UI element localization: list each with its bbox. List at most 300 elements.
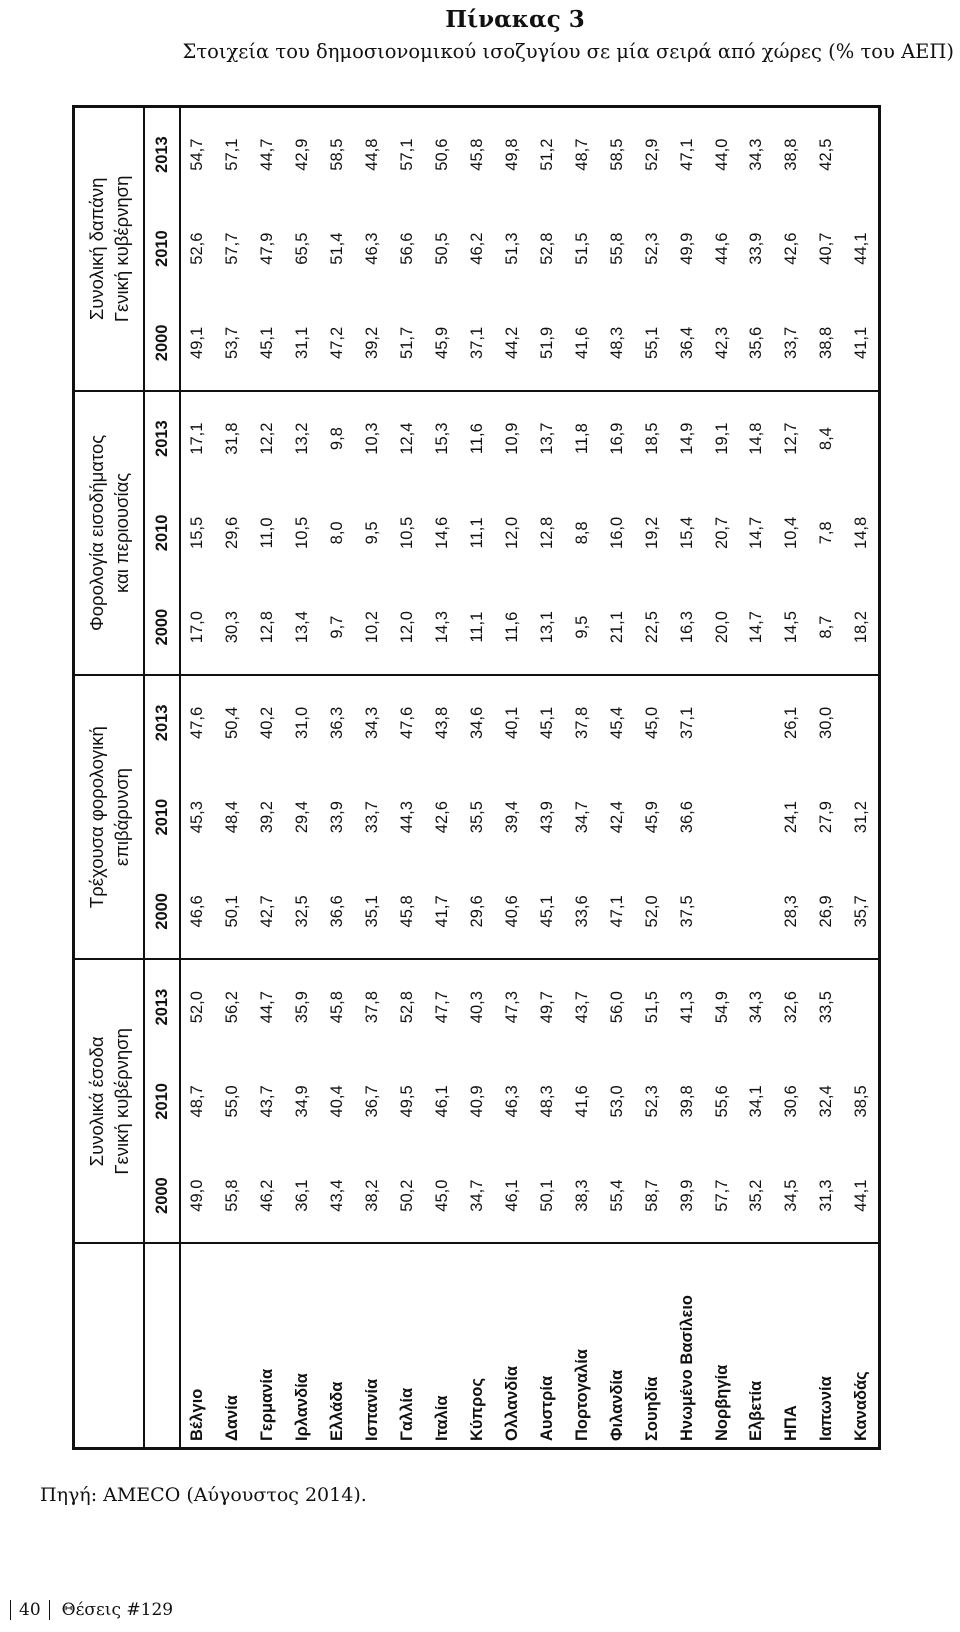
rotated-table-container xyxy=(72,105,881,1450)
value-cell: 34,9 xyxy=(292,1085,311,1118)
table-row xyxy=(670,107,705,1449)
value-cell: 11,1 xyxy=(467,517,486,549)
table-row xyxy=(320,107,355,1449)
country-cell: Γαλλία xyxy=(390,1244,425,1449)
year-header: 2013 xyxy=(144,107,180,202)
value-cell: 18,2 xyxy=(844,580,879,675)
value-cell: 38,3 xyxy=(572,1179,591,1212)
group-header: Συνολικά έσοδα Γενική κυβέρνηση xyxy=(86,1028,132,1175)
table-row xyxy=(565,107,600,1449)
value-cell: 11,1 xyxy=(460,580,495,675)
value-cell: 10,5 xyxy=(397,516,416,549)
value-cell: 56,2 xyxy=(222,991,241,1024)
value-cell: 47,1 xyxy=(600,865,635,960)
table-row xyxy=(355,107,390,1449)
value-cell xyxy=(705,675,740,770)
value-cell: 40,3 xyxy=(467,991,486,1024)
value-cell: 34,6 xyxy=(467,706,486,739)
table-row xyxy=(460,107,495,1449)
page-number: 40 xyxy=(10,1600,50,1620)
value-cell: 35,1 xyxy=(355,865,390,960)
value-cell: 12,0 xyxy=(390,580,425,675)
value-cell: 12,8 xyxy=(537,516,556,549)
year-header: 2013 xyxy=(144,391,180,486)
value-cell: 14,9 xyxy=(677,422,696,455)
value-cell: 41,6 xyxy=(572,1085,591,1118)
value-cell: 58,7 xyxy=(642,1179,661,1212)
value-cell: 37,1 xyxy=(677,706,696,739)
value-cell: 38,8 xyxy=(809,296,844,391)
value-cell: 44,8 xyxy=(362,138,381,171)
value-cell: 50,1 xyxy=(215,865,250,960)
value-cell: 40,1 xyxy=(502,706,521,739)
value-cell: 15,3 xyxy=(432,422,451,455)
value-cell: 47,6 xyxy=(397,706,416,739)
value-cell: 45,0 xyxy=(642,706,661,739)
value-cell: 36,6 xyxy=(320,865,355,960)
value-cell: 17,0 xyxy=(180,580,215,675)
value-cell: 42,9 xyxy=(292,138,311,171)
value-cell: 39,2 xyxy=(257,801,276,834)
table-row xyxy=(180,107,215,1449)
value-cell: 41,3 xyxy=(677,991,696,1024)
value-cell xyxy=(844,391,879,486)
value-cell: 39,2 xyxy=(355,296,390,391)
value-cell: 52,6 xyxy=(188,232,207,265)
value-cell: 49,1 xyxy=(180,296,215,391)
value-cell: 56,6 xyxy=(397,232,416,265)
value-cell: 52,3 xyxy=(642,232,661,265)
value-cell: 14,6 xyxy=(432,516,451,549)
value-cell: 52,3 xyxy=(642,1085,661,1118)
table-row xyxy=(390,107,425,1449)
value-cell: 31,0 xyxy=(292,706,311,739)
value-cell: 43,7 xyxy=(257,1085,276,1118)
value-cell: 14,8 xyxy=(747,422,766,455)
country-cell: Ισπανία xyxy=(355,1244,390,1449)
value-cell: 34,5 xyxy=(782,1179,801,1212)
country-cell: Ελβετία xyxy=(740,1244,775,1449)
country-cell: Ιαπωνία xyxy=(809,1244,844,1449)
value-cell: 33,5 xyxy=(817,991,836,1024)
value-cell: 20,7 xyxy=(712,516,731,549)
value-cell: 37,1 xyxy=(460,296,495,391)
value-cell: 44,0 xyxy=(712,138,731,171)
value-cell: 8,7 xyxy=(809,580,844,675)
value-cell: 45,8 xyxy=(327,991,346,1024)
value-cell: 44,3 xyxy=(397,801,416,834)
value-cell: 45,9 xyxy=(642,801,661,834)
value-cell: 45,4 xyxy=(607,706,626,739)
value-cell: 44,1 xyxy=(851,232,870,265)
table-row xyxy=(740,107,775,1449)
value-cell: 16,3 xyxy=(670,580,705,675)
table-row xyxy=(635,107,670,1449)
value-cell: 45,8 xyxy=(390,865,425,960)
value-cell: 55,8 xyxy=(222,1179,241,1212)
value-cell: 55,1 xyxy=(635,296,670,391)
value-cell: 41,7 xyxy=(425,865,460,960)
value-cell: 50,4 xyxy=(222,706,241,739)
table-row xyxy=(809,107,844,1449)
country-cell: Ιταλία xyxy=(425,1244,460,1449)
value-cell: 47,1 xyxy=(677,138,696,171)
value-cell xyxy=(844,107,879,202)
value-cell: 46,1 xyxy=(432,1085,451,1118)
value-cell: 33,6 xyxy=(565,865,600,960)
value-cell: 51,2 xyxy=(537,138,556,171)
value-cell: 14,7 xyxy=(747,516,766,549)
value-cell: 42,6 xyxy=(432,801,451,834)
value-cell: 49,8 xyxy=(502,138,521,171)
value-cell xyxy=(705,770,740,865)
value-cell: 46,1 xyxy=(502,1179,521,1212)
value-cell: 42,3 xyxy=(705,296,740,391)
value-cell: 38,8 xyxy=(782,138,801,171)
value-cell: 18,5 xyxy=(642,422,661,455)
value-cell: 56,0 xyxy=(607,991,626,1024)
value-cell: 47,2 xyxy=(320,296,355,391)
value-cell: 52,0 xyxy=(635,865,670,960)
value-cell: 34,3 xyxy=(747,991,766,1024)
value-cell: 34,7 xyxy=(467,1179,486,1212)
value-cell: 15,4 xyxy=(677,516,696,549)
value-cell: 10,9 xyxy=(502,422,521,455)
value-cell: 48,4 xyxy=(222,801,241,834)
value-cell: 52,0 xyxy=(188,991,207,1024)
value-cell: 13,2 xyxy=(292,422,311,455)
value-cell: 43,9 xyxy=(537,801,556,834)
value-cell: 11,6 xyxy=(495,580,530,675)
value-cell: 51,9 xyxy=(530,296,565,391)
year-header: 2010 xyxy=(144,770,180,865)
value-cell: 48,7 xyxy=(188,1085,207,1118)
value-cell: 10,2 xyxy=(355,580,390,675)
value-cell: 30,3 xyxy=(215,580,250,675)
value-cell: 54,9 xyxy=(712,991,731,1024)
value-cell: 8,4 xyxy=(817,427,836,451)
value-cell: 26,9 xyxy=(809,865,844,960)
value-cell: 14,5 xyxy=(774,580,809,675)
year-header: 2010 xyxy=(144,486,180,581)
value-cell: 58,5 xyxy=(327,138,346,171)
value-cell: 65,5 xyxy=(292,232,311,265)
value-cell: 9,7 xyxy=(320,580,355,675)
country-cell: Ιρλανδία xyxy=(285,1244,320,1449)
value-cell: 42,4 xyxy=(607,801,626,834)
value-cell: 51,7 xyxy=(390,296,425,391)
value-cell: 41,1 xyxy=(844,296,879,391)
fiscal-balance-table xyxy=(72,105,881,1450)
country-cell: Νορβηγία xyxy=(705,1244,740,1449)
year-header: 2010 xyxy=(144,1054,180,1149)
value-cell: 57,1 xyxy=(397,138,416,171)
value-cell: 28,3 xyxy=(774,865,809,960)
country-cell: Δανία xyxy=(215,1244,250,1449)
page-footer xyxy=(0,1600,173,1620)
corner-cell xyxy=(144,1244,180,1449)
value-cell: 34,7 xyxy=(572,801,591,834)
value-cell: 13,4 xyxy=(285,580,320,675)
value-cell: 55,0 xyxy=(222,1085,241,1118)
value-cell: 36,1 xyxy=(292,1179,311,1212)
value-cell: 50,5 xyxy=(432,232,451,265)
value-cell: 9,8 xyxy=(327,427,346,451)
value-cell: 55,6 xyxy=(712,1085,731,1118)
value-cell: 8,8 xyxy=(572,521,591,545)
value-cell: 44,7 xyxy=(257,138,276,171)
country-cell: Καναδάς xyxy=(844,1244,879,1449)
table-row xyxy=(774,107,809,1449)
value-cell: 35,9 xyxy=(292,991,311,1024)
value-cell: 37,8 xyxy=(362,991,381,1024)
value-cell: 8,0 xyxy=(327,521,346,545)
value-cell: 39,8 xyxy=(677,1085,696,1118)
value-cell: 50,6 xyxy=(432,138,451,171)
value-cell: 37,5 xyxy=(670,865,705,960)
value-cell: 51,5 xyxy=(572,232,591,265)
country-cell: Πορτογαλία xyxy=(565,1244,600,1449)
value-cell xyxy=(844,959,879,1054)
value-cell: 45,1 xyxy=(530,865,565,960)
value-cell: 26,1 xyxy=(782,706,801,739)
value-cell: 30,0 xyxy=(817,706,836,739)
value-cell: 40,9 xyxy=(467,1085,486,1118)
year-header: 2010 xyxy=(144,201,180,296)
value-cell: 40,2 xyxy=(257,706,276,739)
value-cell: 54,7 xyxy=(188,138,207,171)
value-cell: 29,4 xyxy=(292,801,311,834)
value-cell: 44,2 xyxy=(495,296,530,391)
value-cell: 10,3 xyxy=(362,422,381,455)
value-cell: 44,7 xyxy=(257,991,276,1024)
value-cell: 12,7 xyxy=(782,422,801,455)
value-cell: 42,5 xyxy=(817,138,836,171)
table-row xyxy=(425,107,460,1449)
value-cell: 36,4 xyxy=(670,296,705,391)
value-cell: 35,7 xyxy=(844,865,879,960)
value-cell: 46,2 xyxy=(467,232,486,265)
country-cell: Ελλάδα xyxy=(320,1244,355,1449)
value-cell: 51,3 xyxy=(502,232,521,265)
value-cell: 49,0 xyxy=(188,1179,207,1212)
table-title: Πίνακας 3 xyxy=(445,6,585,33)
value-cell: 12,0 xyxy=(502,516,521,549)
value-cell: 57,7 xyxy=(712,1179,731,1212)
value-cell: 33,9 xyxy=(747,232,766,265)
value-cell: 12,2 xyxy=(257,422,276,455)
value-cell: 19,2 xyxy=(642,516,661,549)
value-cell: 17,1 xyxy=(188,422,207,455)
table-subtitle: Στοιχεία του δημοσιονομικού ισοζυγίου σε μία σειρά από χώρες (% του ΑΕΠ) xyxy=(182,40,954,63)
value-cell: 38,5 xyxy=(851,1085,870,1118)
value-cell: 9,5 xyxy=(362,521,381,545)
value-cell: 22,5 xyxy=(635,580,670,675)
value-cell: 38,2 xyxy=(362,1179,381,1212)
table-row xyxy=(530,107,565,1449)
value-cell: 16,0 xyxy=(607,516,626,549)
group-header-row xyxy=(74,107,145,1449)
value-cell: 10,4 xyxy=(782,516,801,549)
value-cell: 44,1 xyxy=(851,1179,870,1212)
value-cell: 46,6 xyxy=(180,865,215,960)
table-row xyxy=(495,107,530,1449)
value-cell: 32,6 xyxy=(782,991,801,1024)
value-cell: 32,4 xyxy=(817,1085,836,1118)
year-header: 2000 xyxy=(144,580,180,675)
value-cell: 50,2 xyxy=(397,1179,416,1212)
country-cell: ΗΠΑ xyxy=(774,1244,809,1449)
value-cell: 34,3 xyxy=(362,706,381,739)
value-cell: 44,6 xyxy=(712,232,731,265)
value-cell xyxy=(740,865,775,960)
value-cell: 52,8 xyxy=(537,232,556,265)
value-cell: 11,8 xyxy=(572,423,591,455)
value-cell: 42,7 xyxy=(250,865,285,960)
value-cell: 55,8 xyxy=(607,232,626,265)
value-cell xyxy=(740,770,775,865)
value-cell: 49,7 xyxy=(537,991,556,1024)
country-cell: Φιλανδία xyxy=(600,1244,635,1449)
value-cell: 14,3 xyxy=(425,580,460,675)
country-cell: Σουηδία xyxy=(635,1244,670,1449)
value-cell: 29,6 xyxy=(460,865,495,960)
value-cell: 46,3 xyxy=(502,1085,521,1118)
value-cell: 47,6 xyxy=(188,706,207,739)
year-header: 2013 xyxy=(144,675,180,770)
value-cell: 50,1 xyxy=(537,1179,556,1212)
value-cell: 13,7 xyxy=(537,422,556,455)
value-cell: 55,4 xyxy=(607,1179,626,1212)
value-cell: 37,8 xyxy=(572,706,591,739)
group-header: Συνολική δαπάνη Γενική κυβέρνηση xyxy=(74,107,145,391)
value-cell: 11,0 xyxy=(257,517,276,549)
value-cell: 45,1 xyxy=(537,706,556,739)
year-header: 2000 xyxy=(144,296,180,391)
value-cell: 16,9 xyxy=(607,422,626,455)
value-cell: 10,5 xyxy=(292,516,311,549)
value-cell: 30,6 xyxy=(782,1085,801,1118)
country-cell: Κύπρος xyxy=(460,1244,495,1449)
value-cell: 39,4 xyxy=(502,801,521,834)
value-cell: 43,7 xyxy=(572,991,591,1024)
value-cell: 36,7 xyxy=(362,1085,381,1118)
value-cell: 40,6 xyxy=(495,865,530,960)
value-cell: 36,6 xyxy=(677,801,696,834)
value-cell: 51,5 xyxy=(642,991,661,1024)
value-cell: 9,5 xyxy=(565,580,600,675)
value-cell xyxy=(844,675,879,770)
value-cell: 49,9 xyxy=(677,232,696,265)
value-cell: 34,3 xyxy=(747,138,766,171)
value-cell: 48,7 xyxy=(572,138,591,171)
value-cell: 13,1 xyxy=(530,580,565,675)
value-cell: 14,8 xyxy=(851,516,870,549)
value-cell: 45,1 xyxy=(250,296,285,391)
value-cell: 34,1 xyxy=(747,1085,766,1118)
value-cell: 14,7 xyxy=(740,580,775,675)
value-cell: 45,3 xyxy=(188,801,207,834)
value-cell: 46,2 xyxy=(257,1179,276,1212)
group-header: Τρέχουσα φορολογική επιβάρυνση xyxy=(74,675,145,959)
value-cell: 40,4 xyxy=(327,1085,346,1118)
country-cell: Γερμανία xyxy=(250,1244,285,1449)
table-row xyxy=(215,107,250,1449)
value-cell: 51,4 xyxy=(327,232,346,265)
table-row xyxy=(250,107,285,1449)
table-row xyxy=(285,107,320,1449)
value-cell: 52,8 xyxy=(397,991,416,1024)
table-body xyxy=(180,107,880,1449)
value-cell: 20,0 xyxy=(705,580,740,675)
value-cell: 57,1 xyxy=(222,138,241,171)
value-cell: 53,0 xyxy=(607,1085,626,1118)
value-cell: 53,7 xyxy=(215,296,250,391)
value-cell: 19,1 xyxy=(712,422,731,455)
value-cell: 27,9 xyxy=(817,801,836,834)
value-cell: 58,5 xyxy=(607,138,626,171)
value-cell xyxy=(740,675,775,770)
corner-cell xyxy=(74,1244,145,1449)
year-header: 2000 xyxy=(144,865,180,960)
year-header-row xyxy=(144,107,180,1449)
country-cell: Ηνωμένο Βασίλειο xyxy=(670,1244,705,1449)
value-cell: 7,8 xyxy=(817,521,836,545)
value-cell: 39,9 xyxy=(677,1179,696,1212)
value-cell: 15,5 xyxy=(188,516,207,549)
table-row xyxy=(844,107,879,1449)
table-row xyxy=(705,107,740,1449)
value-cell: 35,5 xyxy=(467,801,486,834)
value-cell xyxy=(705,865,740,960)
value-cell: 43,8 xyxy=(432,706,451,739)
value-cell: 47,9 xyxy=(257,232,276,265)
publication-name: Θέσεις #129 xyxy=(61,1600,174,1620)
value-cell: 43,4 xyxy=(327,1179,346,1212)
value-cell: 12,4 xyxy=(397,422,416,455)
country-cell: Ολλανδία xyxy=(495,1244,530,1449)
value-cell: 33,9 xyxy=(327,801,346,834)
value-cell: 45,0 xyxy=(432,1179,451,1212)
value-cell: 33,7 xyxy=(362,801,381,834)
value-cell: 31,2 xyxy=(851,801,870,834)
source-note: Πηγή: AMECO (Αύγουστος 2014). xyxy=(40,1484,367,1506)
value-cell: 33,7 xyxy=(774,296,809,391)
value-cell: 41,6 xyxy=(565,296,600,391)
value-cell: 24,1 xyxy=(782,801,801,834)
year-header: 2013 xyxy=(144,959,180,1054)
value-cell: 21,1 xyxy=(600,580,635,675)
value-cell: 47,3 xyxy=(502,991,521,1024)
year-header: 2000 xyxy=(144,1149,180,1244)
country-cell: Βέλγιο xyxy=(180,1244,215,1449)
value-cell: 29,6 xyxy=(222,516,241,549)
value-cell: 45,8 xyxy=(467,138,486,171)
value-cell: 31,8 xyxy=(222,422,241,455)
value-cell: 12,8 xyxy=(250,580,285,675)
value-cell: 57,7 xyxy=(222,232,241,265)
table-row xyxy=(600,107,635,1449)
value-cell: 42,6 xyxy=(782,232,801,265)
value-cell: 31,1 xyxy=(285,296,320,391)
group-header: Φορολογία εισοδήματος και περιουσίας xyxy=(74,391,145,675)
value-cell: 35,2 xyxy=(747,1179,766,1212)
value-cell: 36,3 xyxy=(327,706,346,739)
value-cell: 45,9 xyxy=(425,296,460,391)
value-cell: 32,5 xyxy=(285,865,320,960)
country-cell: Αυστρία xyxy=(530,1244,565,1449)
value-cell: 11,6 xyxy=(467,423,486,455)
